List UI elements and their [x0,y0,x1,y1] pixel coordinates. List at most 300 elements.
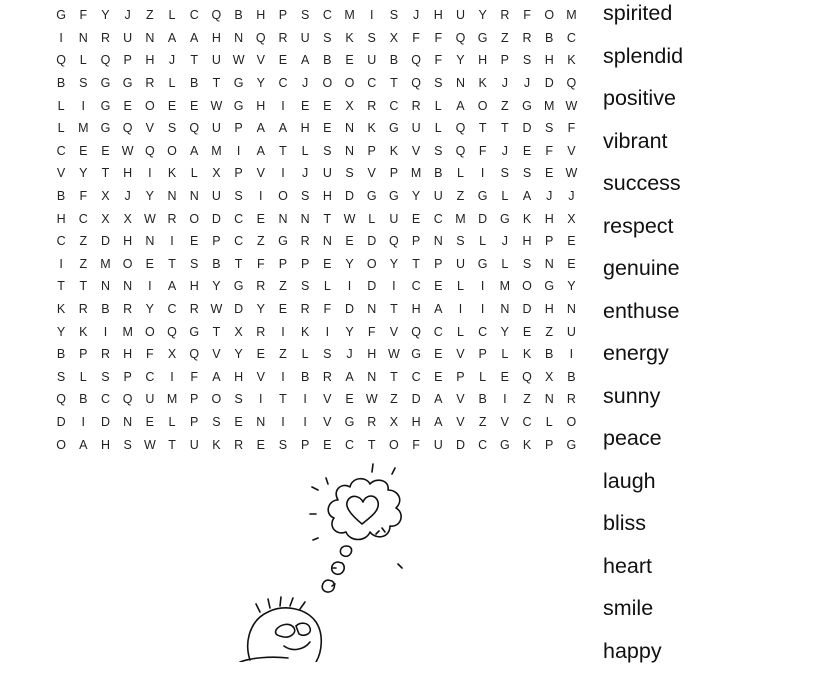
grid-letter: J [117,189,139,203]
grid-letter: H [117,347,139,361]
grid-letter: R [405,99,427,113]
word-list-item: bliss [603,510,813,553]
grid-letter: V [449,347,471,361]
grid-letter: E [427,370,449,384]
grid-letter: N [538,257,560,271]
grid-letter: I [161,370,183,384]
grid-letter: J [494,144,516,158]
grid-letter: H [205,31,227,45]
grid-letter: N [361,370,383,384]
grid-row [50,117,590,140]
grid-letter: S [228,392,250,406]
grid-letter: I [139,279,161,293]
child-heart-thought-drawing [220,462,430,662]
grid-letter: V [250,166,272,180]
grid-letter: Y [205,279,227,293]
grid-letter: E [139,415,161,429]
grid-letter: E [338,234,360,248]
grid-letter: S [427,144,449,158]
grid-row [50,140,590,163]
grid-letter: E [316,438,338,452]
grid-letter: S [72,76,94,90]
grid-letter: L [449,325,471,339]
grid-letter: D [94,234,116,248]
grid-letter: Y [472,8,494,22]
grid-letter: X [94,212,116,226]
grid-letter: I [72,415,94,429]
grid-letter: G [50,8,72,22]
grid-letter: S [294,8,316,22]
grid-letter: N [338,121,360,135]
grid-letter: A [250,144,272,158]
grid-letter: Z [272,279,294,293]
grid-letter: D [205,212,227,226]
grid-letter: W [560,166,582,180]
grid-letter: Z [272,347,294,361]
word-list-item: sunny [603,383,813,426]
grid-letter: P [361,144,383,158]
grid-letter: Q [50,53,72,67]
grid-letter: I [50,31,72,45]
grid-letter: B [427,166,449,180]
grid-letter: P [117,370,139,384]
grid-letter: P [538,438,560,452]
grid-letter: U [205,189,227,203]
grid-letter: R [494,8,516,22]
word-list-item: peace [603,425,813,468]
grid-letter: V [50,166,72,180]
grid-letter: H [117,234,139,248]
grid-row [50,366,590,389]
grid-letter: P [494,53,516,67]
grid-letter: C [560,31,582,45]
grid-letter: Y [338,325,360,339]
grid-letter: S [338,166,360,180]
grid-letter: V [449,415,471,429]
grid-letter: I [272,325,294,339]
grid-letter: Y [405,189,427,203]
grid-letter: T [205,325,227,339]
grid-letter: E [183,99,205,113]
grid-letter: R [316,370,338,384]
grid-letter: N [117,279,139,293]
grid-letter: N [272,212,294,226]
grid-letter: P [72,347,94,361]
word-list-item: heart [603,553,813,596]
grid-letter: S [183,257,205,271]
grid-letter: N [494,302,516,316]
grid-letter: W [139,212,161,226]
grid-letter: B [538,31,560,45]
grid-letter: C [272,76,294,90]
grid-letter: G [94,99,116,113]
grid-row [50,27,590,50]
word-list-item: energy [603,340,813,383]
grid-letter: O [117,257,139,271]
grid-letter: A [449,99,471,113]
grid-letter: K [516,212,538,226]
grid-letter: C [228,234,250,248]
grid-letter: Q [405,325,427,339]
grid-letter: X [228,325,250,339]
grid-row [50,72,590,95]
grid-letter: K [560,53,582,67]
grid-letter: I [383,279,405,293]
grid-letter: L [427,121,449,135]
grid-letter: M [560,8,582,22]
grid-letter: D [94,415,116,429]
grid-letter: J [494,76,516,90]
grid-row [50,185,590,208]
grid-letter: X [560,212,582,226]
grid-letter: I [250,392,272,406]
grid-letter: T [383,302,405,316]
grid-letter: H [294,121,316,135]
word-list-item: genuine [603,255,813,298]
grid-letter: L [494,257,516,271]
grid-letter: L [294,347,316,361]
grid-letter: E [338,53,360,67]
grid-letter: E [427,279,449,293]
grid-letter: M [338,8,360,22]
grid-letter: I [272,415,294,429]
grid-letter: F [316,302,338,316]
grid-letter: D [361,279,383,293]
grid-letter: A [72,438,94,452]
grid-letter: D [338,302,360,316]
grid-letter: D [405,392,427,406]
grid-letter: G [338,415,360,429]
word-list [603,0,813,680]
letter-grid [50,4,590,456]
grid-letter: Y [338,257,360,271]
grid-letter: J [294,76,316,90]
grid-letter: C [72,212,94,226]
grid-letter: V [449,392,471,406]
grid-letter: N [316,234,338,248]
grid-letter: E [250,347,272,361]
grid-letter: Y [494,325,516,339]
grid-letter: R [294,234,316,248]
grid-letter: E [228,415,250,429]
grid-letter: L [316,279,338,293]
grid-letter: Z [538,325,560,339]
grid-letter: C [361,76,383,90]
grid-letter: B [183,76,205,90]
grid-letter: T [161,438,183,452]
grid-letter: J [117,8,139,22]
grid-letter: O [161,144,183,158]
grid-letter: W [361,392,383,406]
grid-letter: F [427,53,449,67]
grid-letter: E [516,325,538,339]
grid-letter: T [383,370,405,384]
grid-letter: Y [449,53,471,67]
grid-letter: H [316,189,338,203]
grid-letter: C [161,302,183,316]
grid-letter: H [538,53,560,67]
grid-letter: F [405,31,427,45]
word-list-item: respect [603,213,813,256]
grid-letter: P [405,234,427,248]
grid-letter: Y [94,8,116,22]
grid-row [50,162,590,185]
grid-letter: G [183,325,205,339]
grid-letter: H [405,415,427,429]
grid-letter: Q [405,76,427,90]
grid-letter: P [427,257,449,271]
grid-row [50,49,590,72]
grid-letter: B [383,53,405,67]
grid-letter: T [361,438,383,452]
grid-letter: S [316,347,338,361]
grid-letter: Q [205,8,227,22]
grid-letter: V [494,415,516,429]
grid-letter: F [405,438,427,452]
grid-letter: O [272,189,294,203]
grid-letter: K [161,166,183,180]
grid-letter: E [316,99,338,113]
grid-letter: V [250,53,272,67]
grid-letter: V [405,144,427,158]
grid-letter: A [183,31,205,45]
grid-letter: S [538,121,560,135]
grid-letter: I [472,279,494,293]
grid-letter: J [294,166,316,180]
grid-letter: M [117,325,139,339]
grid-letter: S [449,234,471,248]
grid-letter: E [405,212,427,226]
grid-letter: P [117,53,139,67]
grid-letter: G [472,189,494,203]
grid-letter: D [516,121,538,135]
grid-letter: O [205,392,227,406]
grid-letter: N [250,415,272,429]
grid-letter: K [361,121,383,135]
grid-letter: E [250,212,272,226]
grid-letter: H [250,99,272,113]
grid-letter: E [427,347,449,361]
grid-letter: I [161,234,183,248]
grid-letter: E [139,257,161,271]
grid-letter: S [272,438,294,452]
grid-letter: W [383,347,405,361]
grid-letter: L [494,347,516,361]
grid-letter: L [449,166,471,180]
grid-letter: G [538,279,560,293]
grid-letter: P [228,121,250,135]
grid-letter: M [538,99,560,113]
grid-letter: I [250,189,272,203]
grid-letter: I [472,302,494,316]
grid-letter: R [516,31,538,45]
grid-letter: Q [449,144,471,158]
grid-letter: R [272,31,294,45]
grid-letter: O [183,212,205,226]
grid-letter: W [338,212,360,226]
grid-letter: J [405,8,427,22]
grid-letter: P [294,257,316,271]
grid-letter: Q [161,325,183,339]
grid-letter: J [338,347,360,361]
grid-letter: P [183,415,205,429]
grid-letter: U [449,8,471,22]
grid-letter: L [472,234,494,248]
grid-letter: Q [449,121,471,135]
grid-letter: A [516,189,538,203]
grid-letter: Q [139,144,161,158]
grid-letter: Y [72,166,94,180]
word-list-item: laugh [603,468,813,511]
grid-letter: N [139,234,161,248]
grid-letter: L [494,189,516,203]
grid-letter: G [405,347,427,361]
grid-letter: A [183,144,205,158]
word-list-item: vibrant [603,128,813,171]
grid-letter: D [472,212,494,226]
word-list-item: spirited [603,0,813,43]
grid-letter: U [560,325,582,339]
grid-letter: I [294,415,316,429]
grid-letter: U [361,53,383,67]
grid-letter: H [183,279,205,293]
grid-letter: P [205,234,227,248]
word-list-item: positive [603,85,813,128]
grid-letter: E [494,370,516,384]
grid-letter: L [72,370,94,384]
grid-row [50,94,590,117]
grid-letter: S [294,189,316,203]
grid-letter: I [338,279,360,293]
grid-letter: O [361,257,383,271]
grid-letter: B [205,257,227,271]
grid-letter: N [117,415,139,429]
grid-letter: L [50,121,72,135]
grid-letter: Q [250,31,272,45]
grid-letter: C [139,370,161,384]
grid-letter: F [427,31,449,45]
grid-letter: T [383,76,405,90]
grid-letter: R [139,76,161,90]
grid-letter: Y [250,76,272,90]
grid-letter: O [516,279,538,293]
grid-letter: R [117,302,139,316]
grid-letter: T [205,76,227,90]
grid-letter: Z [516,392,538,406]
grid-letter: T [50,279,72,293]
grid-letter: O [538,8,560,22]
grid-letter: X [338,99,360,113]
grid-letter: X [205,166,227,180]
grid-letter: L [294,144,316,158]
grid-letter: K [383,144,405,158]
grid-letter: C [94,392,116,406]
grid-letter: X [94,189,116,203]
grid-letter: Z [449,189,471,203]
grid-letter: T [272,144,294,158]
grid-letter: Y [139,189,161,203]
grid-letter: D [361,234,383,248]
grid-letter: H [139,53,161,67]
grid-letter: K [516,438,538,452]
grid-letter: E [117,99,139,113]
grid-letter: R [361,99,383,113]
grid-letter: R [94,31,116,45]
grid-letter: R [161,212,183,226]
grid-letter: I [316,325,338,339]
grid-letter: L [449,279,471,293]
grid-letter: X [383,31,405,45]
happy-child-thinking-illustration [220,462,430,667]
grid-letter: B [316,53,338,67]
grid-letter: C [405,370,427,384]
grid-letter: D [338,189,360,203]
grid-letter: N [427,234,449,248]
grid-letter: B [228,8,250,22]
grid-letter: E [272,53,294,67]
grid-letter: Q [183,347,205,361]
grid-letter: C [316,8,338,22]
grid-row [50,388,590,411]
grid-letter: C [338,438,360,452]
grid-letter: Z [472,415,494,429]
grid-letter: Q [516,370,538,384]
grid-letter: W [139,438,161,452]
grid-letter: N [183,189,205,203]
grid-letter: R [250,279,272,293]
grid-letter: S [294,279,316,293]
grid-letter: G [472,31,494,45]
grid-letter: I [560,347,582,361]
grid-letter: I [139,166,161,180]
grid-letter: O [50,438,72,452]
grid-letter: V [316,415,338,429]
grid-letter: S [516,53,538,67]
grid-letter: Y [139,302,161,316]
grid-row [50,230,590,253]
grid-letter: L [161,415,183,429]
grid-letter: P [538,234,560,248]
grid-letter: S [516,257,538,271]
grid-letter: J [538,189,560,203]
grid-letter: Y [228,347,250,361]
grid-letter: G [272,234,294,248]
grid-letter: X [117,212,139,226]
grid-letter: C [472,325,494,339]
grid-letter: I [294,392,316,406]
grid-letter: E [560,234,582,248]
grid-letter: T [316,212,338,226]
grid-letter: A [205,370,227,384]
grid-letter: T [472,121,494,135]
word-list-item: success [603,170,813,213]
grid-letter: C [516,415,538,429]
grid-letter: T [272,392,294,406]
grid-letter: X [538,370,560,384]
grid-letter: G [94,121,116,135]
grid-letter: O [383,438,405,452]
grid-letter: S [50,370,72,384]
grid-letter: B [50,76,72,90]
grid-letter: C [383,99,405,113]
grid-letter: A [272,121,294,135]
grid-letter: I [94,325,116,339]
grid-letter: P [449,370,471,384]
grid-letter: U [117,31,139,45]
grid-letter: U [316,166,338,180]
grid-letter: O [139,99,161,113]
grid-letter: Y [250,302,272,316]
